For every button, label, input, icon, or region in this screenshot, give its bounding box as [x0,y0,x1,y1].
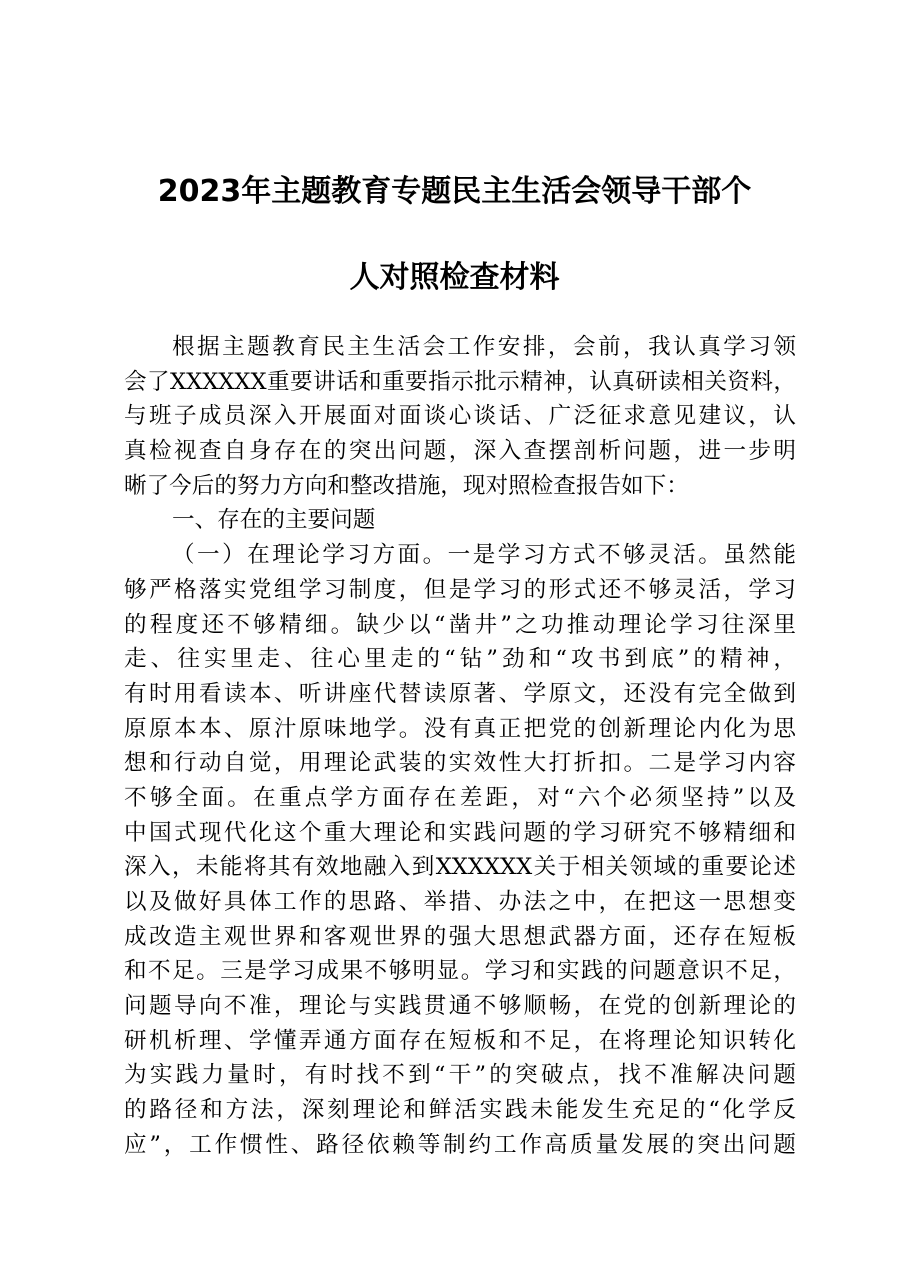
document-title-line-2: 人对照检查材料 [349,260,560,295]
body-line: 够严格落实党组学习制度，但是学习的形式还不够灵活，学习 [124,576,796,603]
body-line: 问题导向不准，理论与实践贯通不够顺畅，在党的创新理论的 [124,993,796,1020]
body-line: 一、存在的主要问题 [172,507,376,534]
body-line: 中国式现代化这个重大理论和实践问题的学习研究不够精细和 [124,819,796,846]
body-line: 研机析理、学懂弄通方面存在短板和不足，在将理论知识转化 [124,1027,796,1054]
body-line: （一）在理论学习方面。一是学习方式不够灵活。虽然能 [172,542,796,569]
body-line: 真检视查自身存在的突出问题，深入查摆剖析问题，进一步明 [124,438,796,465]
body-line: 晰了今后的努力方向和整改措施，现对照检查报告如下： [124,472,689,499]
body-line: 根据主题教育民主生活会工作安排，会前，我认真学习领 [172,334,796,360]
body-line: 成改造主观世界和客观世界的强大思想武器方面，还存在短板 [124,923,796,950]
body-line: 为实践力量时，有时找不到“干”的突破点，找不准解决问题 [124,1062,796,1089]
body-line: 以及做好具体工作的思路、举措、办法之中，在把这一思想变 [124,889,796,915]
body-line: 不够全面。在重点学方面存在差距，对“六个必须坚持”以及 [124,784,796,811]
document-title-line-1: 2023年主题教育专题民主生活会领导干部个 [157,174,752,209]
body-line: 原原本本、原汁原味地学。没有真正把党的创新理论内化为思 [124,715,796,742]
document-body [124,330,796,1163]
body-line: 和不足。三是学习成果不够明显。学习和实践的问题意识不足， [124,958,796,985]
body-line: 会了XXXXXX重要讲话和重要指示批示精神，认真研读相关资料， [124,368,796,395]
body-line: 的路径和方法，深刻理论和鲜活实践未能发生充足的“化学反 [124,1097,796,1124]
body-line: 想和行动自觉，用理论武装的实效性大打折扣。二是学习内容 [124,750,796,777]
body-line: 深入，未能将其有效地融入到XXXXXX关于相关领域的重要论述 [124,854,796,881]
body-line: 有时用看读本、听讲座代替读原著、学原文，还没有完全做到 [124,680,796,707]
body-line: 的程度还不够精细。缺少以“凿井”之功推动理论学习往深里 [124,611,796,638]
body-line: 应”，工作惯性、路径依赖等制约工作高质量发展的突出问题 [124,1131,796,1158]
body-line: 走、往实里走、往心里走的“钻”劲和“攻书到底”的精神， [124,646,796,673]
body-line: 与班子成员深入开展面对面谈心谈话、广泛征求意见建议，认 [124,403,796,430]
